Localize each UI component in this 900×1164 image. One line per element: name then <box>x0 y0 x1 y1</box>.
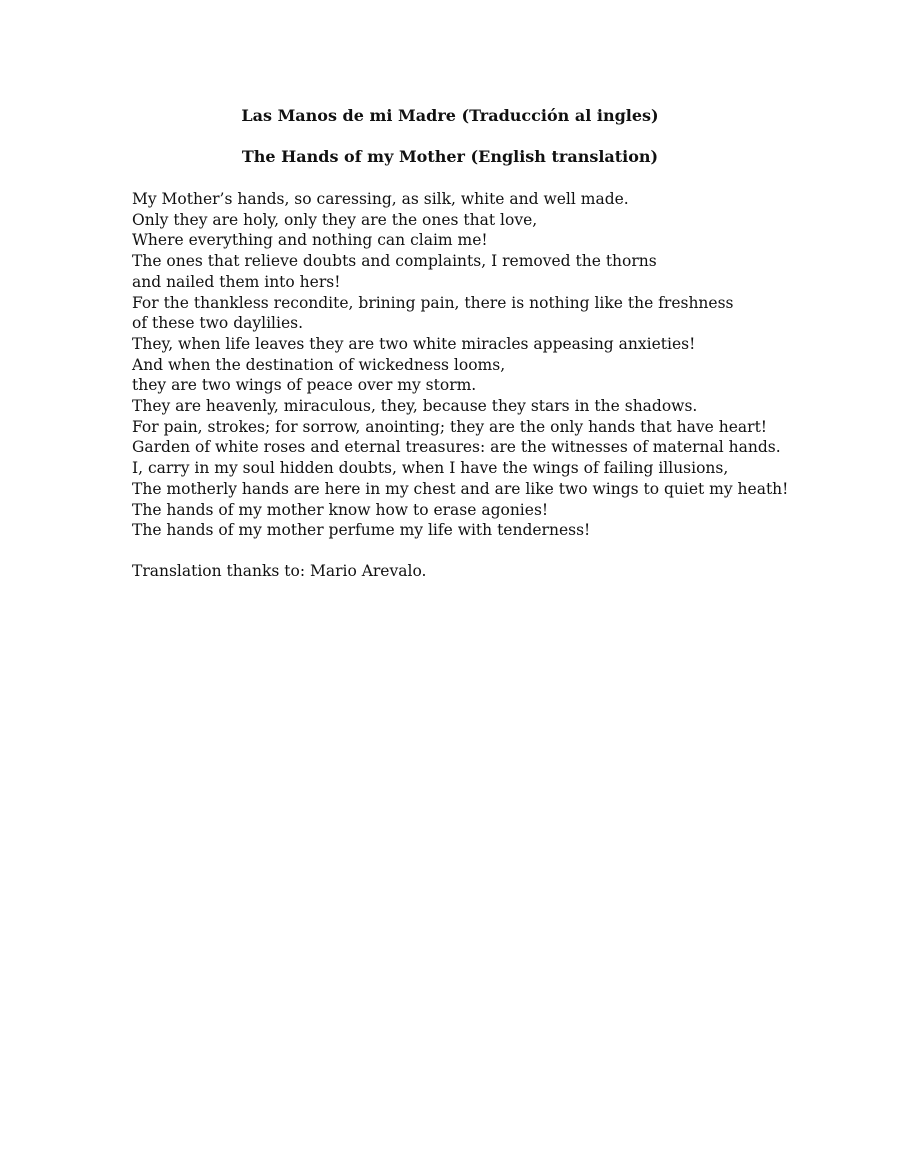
poem-line: of these two daylilies. <box>132 314 303 333</box>
poem-line: I, carry in my soul hidden doubts, when I have the wings of failing illusions, <box>132 459 729 478</box>
poem-body <box>132 189 788 541</box>
poem-line: The hands of my mother perfume my life with tenderness! <box>132 521 591 540</box>
poem-line: They, when life leaves they are two white miracles appeasing anxieties! <box>132 334 696 353</box>
poem-line: they are two wings of peace over my storm. <box>132 376 477 395</box>
poem-line: My Mother’s hands, so caressing, as silk, white and well made. <box>132 190 629 208</box>
poem-line: The ones that relieve doubts and complaints, I removed the thorns <box>132 252 657 271</box>
poem-line: And when the destination of wickedness looms, <box>132 355 506 374</box>
title-english: The Hands of my Mother (English translation) <box>241 147 659 166</box>
poem-line: For the thankless recondite, brining pain, there is nothing like the freshness <box>132 293 734 312</box>
title-spanish: Las Manos de mi Madre (Traducción al ingles) <box>241 106 659 125</box>
poem-line: Where everything and nothing can claim me! <box>132 231 488 250</box>
poem-line: They are heavenly, miraculous, they, because they stars in the shadows. <box>132 397 698 416</box>
poem-line: The hands of my mother know how to erase agonies! <box>132 500 549 519</box>
poem-line: For pain, strokes; for sorrow, anointing; they are the only hands that have heart! <box>132 417 768 436</box>
poem-line: Garden of white roses and eternal treasures: are the witnesses of maternal hands. <box>132 438 781 457</box>
poem-line: The motherly hands are here in my chest and are like two wings to quiet my heath! <box>132 479 789 498</box>
poem-line: Only they are holy, only they are the ones that love, <box>132 210 538 229</box>
poem-line: and nailed them into hers! <box>132 272 341 291</box>
translation-credit: Translation thanks to: Mario Arevalo. <box>132 562 427 580</box>
